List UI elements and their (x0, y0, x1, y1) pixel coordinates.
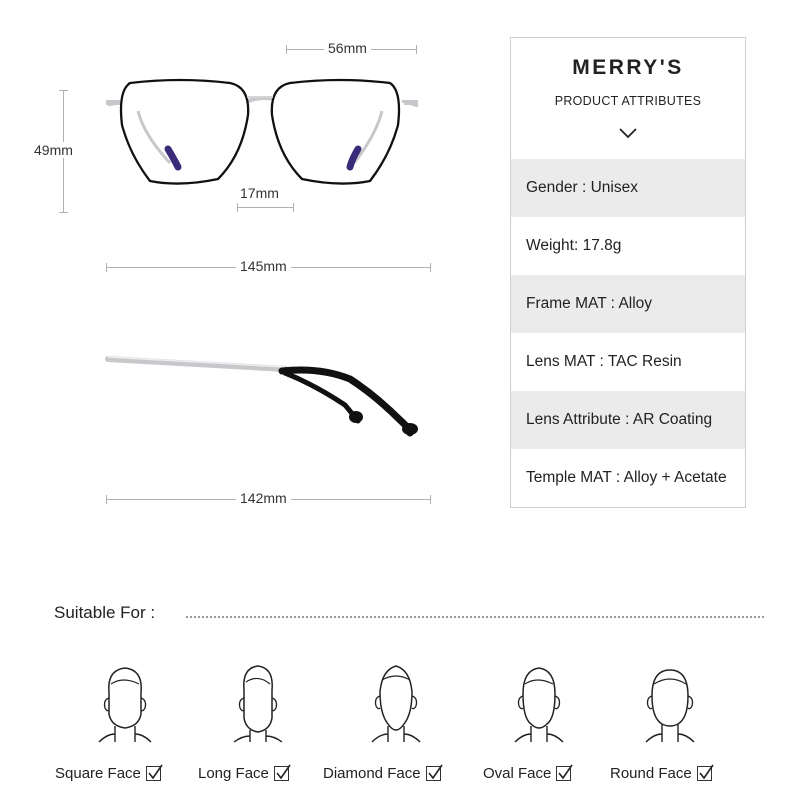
temple-length-label: 142mm (236, 490, 291, 506)
face-option-label: Diamond Face (323, 765, 421, 782)
attribute-row-frame-mat (511, 275, 745, 333)
checkbox-checked-icon (426, 766, 441, 781)
bridge-width-label: 17mm (236, 185, 283, 201)
checkbox-checked-icon (556, 766, 571, 781)
attribute-row-gender (511, 159, 745, 217)
diamond-face-icon (366, 662, 426, 744)
suitable-for-label: Suitable For : (54, 603, 156, 622)
attribute-row-lens-mat (511, 333, 745, 391)
face-option-round (610, 765, 712, 782)
brand-logo: MERRY'S (572, 56, 684, 79)
chevron-down-icon (618, 126, 638, 140)
square-face-icon (95, 662, 155, 744)
temple-side-view (100, 345, 430, 440)
face-option-label: Square Face (55, 765, 141, 782)
round-face-icon (640, 662, 700, 744)
lens-width-label: 56mm (324, 40, 371, 56)
dotted-divider (186, 616, 764, 618)
face-option-diamond (323, 765, 441, 782)
face-option-long (198, 765, 289, 782)
face-option-oval (483, 765, 571, 782)
checkbox-checked-icon (274, 766, 289, 781)
checkbox-checked-icon (146, 766, 161, 781)
attribute-row-lens-attribute (511, 391, 745, 449)
attribute-row-temple-mat (511, 449, 745, 507)
checkbox-checked-icon (697, 766, 712, 781)
face-option-label: Round Face (610, 765, 692, 782)
product-attributes-panel (510, 37, 746, 508)
long-face-icon (228, 662, 288, 744)
attribute-row-weight (511, 217, 745, 275)
face-option-label: Oval Face (483, 765, 552, 782)
attribute-text: Frame MAT : Alloy (526, 295, 653, 312)
attributes-title: PRODUCT ATTRIBUTES (554, 94, 702, 108)
attribute-text: Lens MAT : TAC Resin (526, 353, 682, 370)
oval-face-icon (509, 662, 569, 744)
frame-width-label: 145mm (236, 258, 291, 274)
lens-height-label: 49mm (30, 142, 77, 158)
glasses-front-view (100, 75, 430, 195)
attribute-text: Lens Attribute : AR Coating (526, 411, 713, 428)
attribute-text: Gender : Unisex (526, 179, 638, 196)
attribute-text: Weight: 17.8g (526, 237, 622, 254)
face-option-square (55, 765, 161, 782)
attribute-text: Temple MAT : Alloy + Acetate (526, 469, 727, 486)
face-option-label: Long Face (198, 765, 269, 782)
